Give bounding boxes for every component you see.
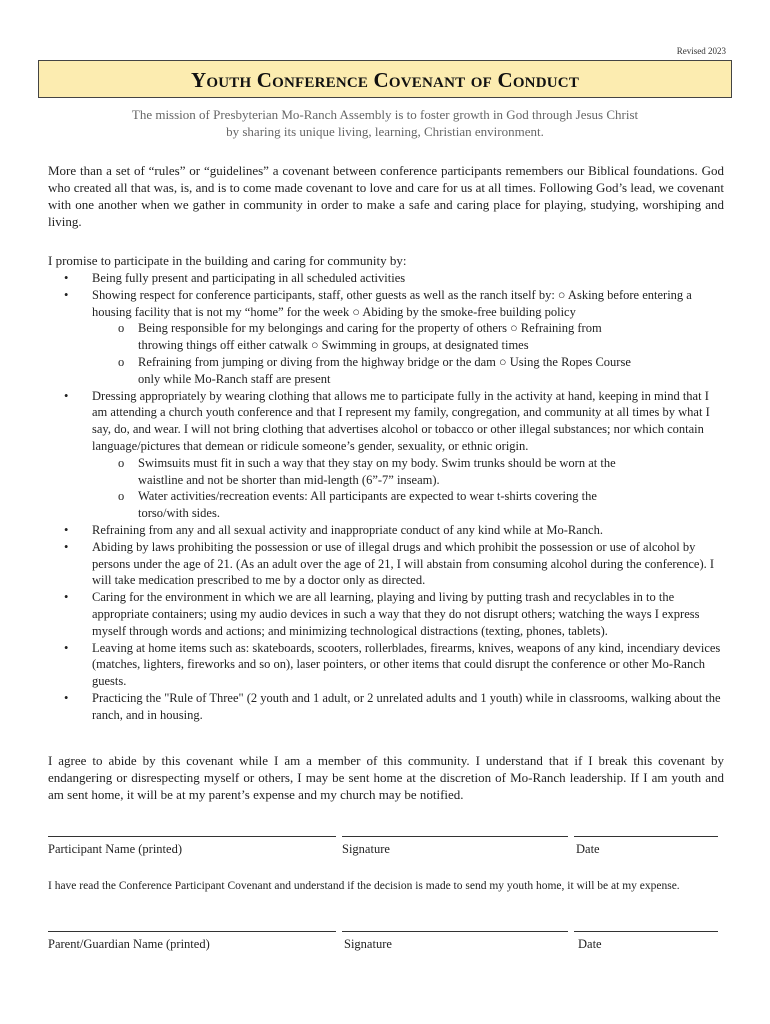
bullet-marker: • (64, 287, 69, 302)
promise-sub-list (92, 320, 724, 387)
participant-date-label: Date (576, 842, 600, 856)
parent-name-line[interactable] (48, 931, 336, 932)
agreement-paragraph: I agree to abide by this covenant while I am a member of this community. I understand that if I break this covenant by endangering or disrespecting myself or others, I may be sent home at the discretion of Mo-Ranch leadership. If I am youth and am sent home, it will be at my parent’s expense and my church may be notified. (48, 753, 724, 802)
promise-sub-item-text: Being responsible for my belongings and caring for the property of others ○ Refraining from throwing things off either catwalk ○ Swimming in groups, at designated times (138, 321, 602, 353)
bullet-marker: • (64, 640, 69, 655)
bullet-marker: • (64, 271, 69, 285)
promise-item-text: Leaving at home items such as: skateboards, scooters, rollerblades, firearms, knives, weapons of any kind, incendiary devices (matches, lighters, fireworks and so on), laser pointers, or other items that could disrupt the conference or other Mo-Ranch guests. (92, 640, 721, 689)
promise-item-text: Showing respect for conference participants, staff, other guests as well as the ranch itself by: ○ Asking before entering a housing facility that is not my “home” for the week ○ Abiding by the smoke-free building policy (92, 287, 692, 319)
promise-sub-item (92, 354, 724, 388)
promise-item-text: Refraining from any and all sexual activity and inappropriate conduct of any kind while at Mo-Ranch. (92, 522, 603, 537)
promise-item-text: Dressing appropriately by wearing clothing that allows me to participate fully in the activity at hand, keeping in mind that I am attending a church youth conference and that I represent my family, congregation, and community at all times by what I say, do, and wear. I will not bring clothing that advertises alcohol or tobacco or other illegal substances; nor which contain language/pictures that demean or ridicule someone’s gender, sexuality, or ethnic origin. (92, 388, 710, 453)
bullet-marker: • (64, 590, 69, 605)
parent-name-label: Parent/Guardian Name (printed) (48, 937, 210, 951)
bullet-marker: • (64, 388, 69, 403)
promise-sub-item (92, 488, 724, 522)
sub-bullet-marker: o (118, 489, 125, 504)
promise-item-text: Being fully present and participating in all scheduled activities (92, 271, 406, 285)
promise-sub-list (92, 455, 724, 522)
promise-sub-item (92, 455, 724, 489)
promise-item (48, 690, 724, 724)
promise-sub-item-text: Swimsuits must fit in such a way that they stay on my body. Swim trunks should be worn at the waistline and not be shorter than mid-length (6”-7” inseam). (138, 455, 616, 487)
promise-sub-item-text: Refraining from jumping or diving from the highway bridge or the dam ○ Using the Ropes Course only while Mo-Ranch staff are present (138, 354, 631, 386)
covenant-intro: More than a set of “rules” or “guidelines” a covenant between conference participants remembers our Biblical foundations. God who created all that was, is, and is to come made covenant to love and care for us at all times. Following God’s lead, we covenant with one another when we gather in community in order to make a safe and caring place for playing, studying, worshiping and living. (48, 163, 724, 229)
participant-signature-line[interactable] (342, 836, 568, 837)
mission-line-1: The mission of Presbyterian Mo-Ranch Assembly is to foster growth in God through Jesus Christ (131, 107, 639, 122)
bullet-marker: • (64, 522, 69, 537)
participant-date-line[interactable] (574, 836, 718, 837)
participant-name-label: Participant Name (printed) (48, 842, 182, 856)
promise-item-text: Caring for the environment in which we are all learning, playing and living by putting trash and recyclables in to the appropriate containers; using my audio devices in such a way that they do not disrupt others; watching the ways I express myself through words and actions; and minimizing technological distractions (texting, phones, tablets). (92, 590, 700, 638)
promise-item (48, 589, 724, 639)
participant-name-line[interactable] (48, 836, 336, 837)
promise-item (48, 640, 724, 690)
promise-item (48, 270, 724, 287)
promise-item-text: Abiding by laws prohibiting the possession or use of illegal drugs and which prohibit the possession or use of alcohol by persons under the age of 21. (As an adult over the age of 21, I will abstain from consuming alcohol during the conference). I will take medication prescribed to me by a doctor only as directed. (92, 539, 715, 588)
promise-intro: I promise to participate in the building and caring for community by: (48, 253, 407, 268)
parent-date-label: Date (578, 937, 602, 951)
promise-item (48, 287, 724, 388)
sub-bullet-marker: o (118, 354, 125, 369)
parent-signature-line[interactable] (342, 931, 568, 932)
participant-signature-label: Signature (342, 842, 390, 856)
sub-bullet-marker: o (118, 455, 125, 470)
promise-item (48, 539, 724, 589)
promise-sub-item (92, 320, 724, 354)
promise-sub-item-text: Water activities/recreation events: All participants are expected to wear t-shirts covering the torso/with sides. (138, 489, 597, 521)
mission-statement (40, 106, 730, 140)
parent-acknowledgement: I have read the Conference Participant Covenant and understand if the decision is made to send my youth home, it will be at my expense. (48, 880, 680, 892)
parent-signature-label: Signature (344, 937, 392, 951)
page-title: Youth Conference Covenant of Conduct (190, 68, 580, 92)
promise-item (48, 522, 724, 539)
promise-item-text: Practicing the "Rule of Three" (2 youth and 1 adult, or 2 unrelated adults and 1 youth) while in classrooms, walking about the ranch, and in housing. (92, 690, 721, 722)
mission-line-2: by sharing its unique living, learning, Christian environment. (226, 124, 544, 139)
parent-date-line[interactable] (574, 931, 718, 932)
sub-bullet-marker: o (118, 321, 125, 336)
bullet-marker: • (64, 539, 69, 554)
promise-item (48, 388, 724, 522)
revision-label: Revised 2023 (676, 46, 726, 56)
title-banner (38, 60, 732, 98)
promise-list (48, 270, 724, 724)
bullet-marker: • (64, 690, 69, 705)
